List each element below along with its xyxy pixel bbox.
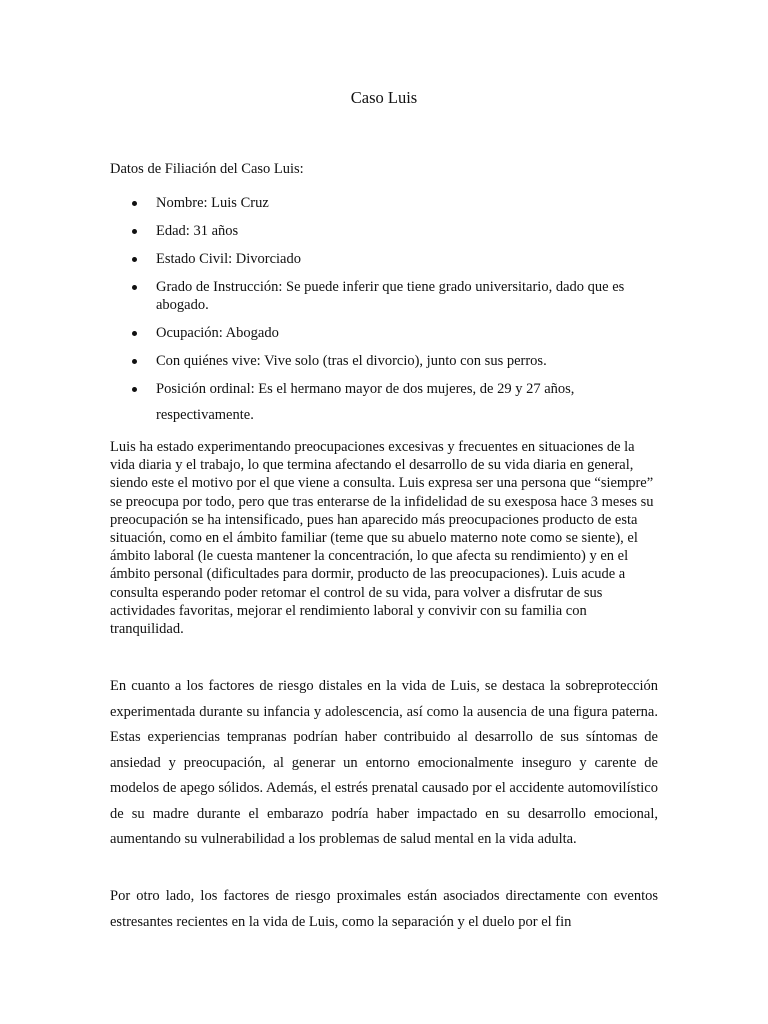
list-item <box>110 222 670 240</box>
paragraph-distal-risk-factors: En cuanto a los factores de riesgo distales en la vida de Luis, se destaca la sobreprotección experimentada durante su infancia y adolescencia, así como la ausencia de una figura paterna. Estas experiencias tempranas podrían haber contribuido al desarrollo de sus síntomas de ansiedad y preocupación, al generar un entorno emocionalmente inseguro y carente de modelos de apego sólidos. Además, el estrés prenatal causado por el accidente automovilístico de su madre durante el embarazo podría haber impactado en su desarrollo emocional, aumentando su vulnerabilidad a los problemas de salud mental en la vida adulta. <box>110 678 658 847</box>
list-item-text: Ocupación: Abogado <box>156 325 279 341</box>
list-item-text: Grado de Instrucción: Se puede inferir que tiene grado universitario, dado que es abogado. <box>156 279 625 313</box>
list-item-text: Posición ordinal: Es el hermano mayor de dos mujeres, de 29 y 27 años, respectivamente. <box>156 381 575 423</box>
bullet-icon <box>132 285 137 290</box>
document-title: Caso Luis <box>350 88 418 107</box>
filiation-list <box>110 194 670 438</box>
bullet-icon <box>132 257 137 262</box>
bullet-icon <box>132 201 137 206</box>
bullet-icon <box>132 331 137 336</box>
list-item-text: Nombre: Luis Cruz <box>156 195 269 211</box>
list-item <box>110 194 670 212</box>
intro-label: Datos de Filiación del Caso Luis: <box>110 161 304 177</box>
bullet-icon <box>132 359 137 364</box>
paragraph-proximal-risk-factors: Por otro lado, los factores de riesgo proximales están asociados directamente con eventos estresantes recientes en la vida de Luis, como la separación y el duelo por el fin <box>110 888 658 930</box>
list-item <box>110 250 670 268</box>
list-item <box>110 352 670 370</box>
list-item <box>110 278 670 314</box>
list-item-text: Estado Civil: Divorciado <box>156 251 301 267</box>
bullet-icon <box>132 387 137 392</box>
bullet-icon <box>132 229 137 234</box>
list-item <box>110 376 670 428</box>
list-item-text: Con quiénes vive: Vive solo (tras el divorcio), junto con sus perros. <box>156 353 547 369</box>
list-item-text: Edad: 31 años <box>156 223 239 239</box>
paragraph-case-description: Luis ha estado experimentando preocupaciones excesivas y frecuentes en situaciones de la vida diaria y el trabajo, lo que termina afectando el desarrollo de su vida diaria en general, siendo este el motivo por el que viene a consulta. Luis expresa ser una persona que “siempre” se preocupa por todo, pero que tras enterarse de la infidelidad de su exesposa hace 3 meses su preocupación se ha intensificado, pues han aparecido más preocupaciones producto de esta situación, como en el ámbito familiar (teme que su abuelo materno note como se siente), el ámbito laboral (le cuesta mantener la concentración, lo que afecta su rendimiento) y en el ámbito personal (dificultades para dormir, producto de las preocupaciones). Luis acude a consulta esperando poder retomar el control de su vida, para volver a disfrutar de sus actividades favoritas, mejorar el rendimiento laboral y convivir con su familia con tranquilidad. <box>110 439 654 638</box>
list-item <box>110 324 670 342</box>
